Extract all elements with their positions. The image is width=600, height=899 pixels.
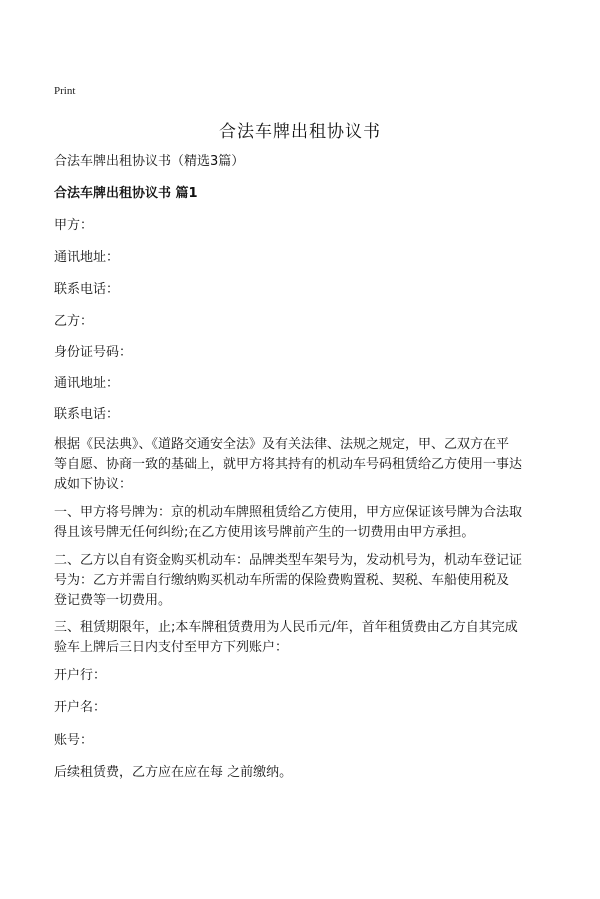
phone-b-field: 联系电话：	[54, 407, 120, 422]
clause-2-paragraph	[54, 551, 554, 611]
party-a-field: 甲方：	[54, 218, 94, 233]
clause-1-line: 一、甲方将号牌为：京的机动车牌照租赁给乙方使用，甲方应保证该号牌为合法取	[54, 505, 523, 520]
clause-1-paragraph	[54, 503, 554, 543]
bank-name-field: 开户行：	[54, 668, 107, 683]
clause-2-line: 二、乙方以自有资金购买机动车：品牌类型车架号为，发动机号为，机动车登记证	[54, 553, 523, 568]
section-heading: 合法车牌出租协议书 篇1	[54, 186, 198, 201]
intro-line: 根据《民法典》、《道路交通安全法》及有关法律、法规之规定，甲、乙双方在平	[54, 437, 510, 452]
clause-2-line: 登记费等一切费用。	[54, 593, 172, 608]
phone-a-field: 联系电话：	[54, 282, 120, 297]
document-subtitle: 合法车牌出租协议书（精选3篇）	[54, 154, 245, 169]
id-number-b-field: 身份证号码：	[54, 345, 133, 360]
intro-line: 等自愿、协商一致的基础上，就甲方将其持有的机动车号码租赁给乙方使用一事达	[54, 457, 523, 472]
closing-paragraph: 后续租赁费，乙方应在应在每 之前缴纳。	[54, 765, 293, 780]
clause-3-line: 三、租赁期限年，止;本车牌租赁费用为人民币元/年，首年租赁费由乙方自其完成	[54, 620, 518, 635]
address-b-field: 通讯地址：	[54, 376, 120, 391]
account-number-field: 账号：	[54, 733, 94, 748]
clause-3-line: 验车上牌后三日内支付至甲方下列账户：	[54, 640, 289, 655]
party-b-field: 乙方：	[54, 314, 94, 329]
intro-line: 成如下协议：	[54, 477, 133, 492]
intro-paragraph	[54, 435, 554, 495]
clause-1-line: 得且该号牌无任何纠纷;在乙方使用该号牌前产生的一切费用由甲方承担。	[54, 525, 475, 540]
print-label: Print	[54, 85, 76, 97]
clause-2-line: 号为：乙方并需自行缴纳购买机动车所需的保险费购置税、契税、车船使用税及	[54, 573, 510, 588]
clause-3-paragraph	[54, 618, 554, 658]
document-title: 合法车牌出租协议书	[219, 122, 381, 142]
account-name-field: 开户名：	[54, 700, 107, 715]
address-a-field: 通讯地址：	[54, 250, 120, 265]
